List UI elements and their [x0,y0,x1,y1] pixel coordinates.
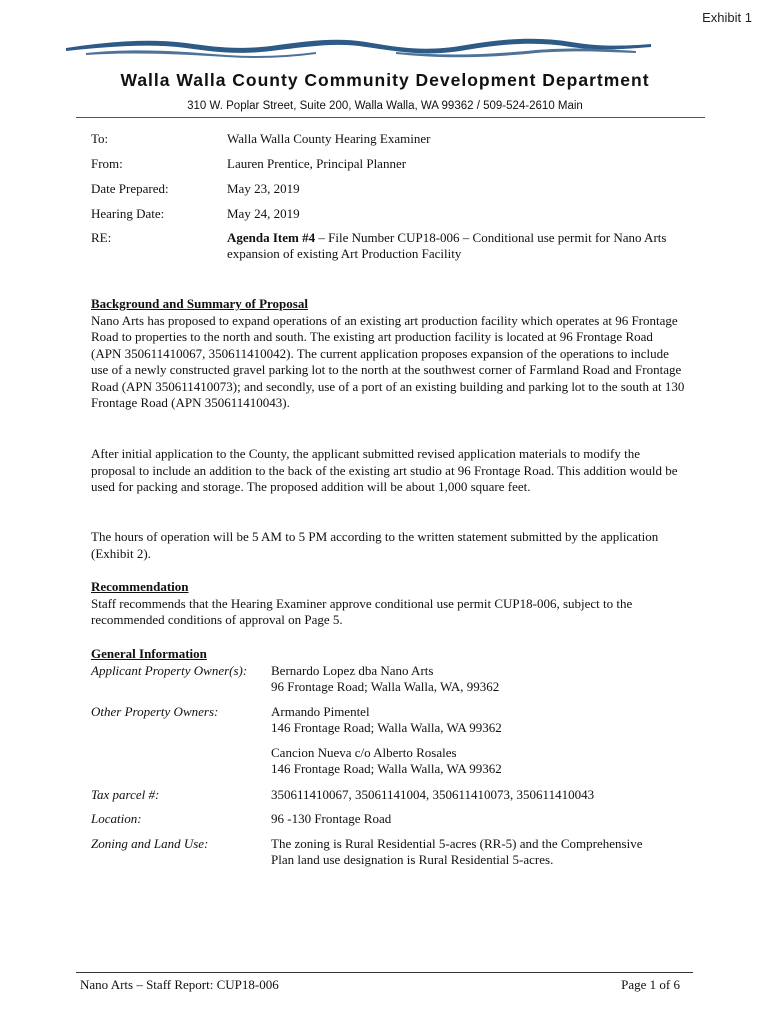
owner-name: Bernardo Lopez dba Nano Arts [271,663,434,678]
to-value: Walla Walla County Hearing Examiner [227,131,431,146]
other-owners-label: Other Property Owners: [91,704,219,719]
other-owner-2 [271,745,666,777]
hearing-date-label: Hearing Date: [91,206,165,221]
date-prepared-value: May 23, 2019 [227,181,300,196]
other-owner-1 [271,704,666,736]
footer-page-number: Page 1 of 6 [621,977,680,992]
recommendation-heading: Recommendation [91,579,189,594]
from-value: Lauren Prentice, Principal Planner [227,156,407,171]
footer-divider [76,972,693,973]
location-value: 96 -130 Frontage Road [271,811,392,826]
background-paragraph-1: Nano Arts has proposed to expand operations of an existing art production facility which operates at 96 Frontage Road to properties to the north and south. The existing art production facility is located at 96 Frontage Road (APN 350611410067, 350611410042). The current application proposes expansion of the operations to include use of a newly constructed gravel parking lot to the north at the southwest corner of Farmland Road and Frontage Road (APN 350611410073); and secondly, use of a port of an existing building and parking lot to the south at 130 Frontage Road (APN 350611410043). [91,312,685,410]
re-text: – File Number CUP18-006 – Conditional use permit for Nano Arts expansion of existing Art Production Facility [227,230,667,261]
date-prepared-label: Date Prepared: [91,181,169,196]
re-label: RE: [91,230,112,245]
letterhead-wave-graphic [66,30,651,64]
to-label: To: [91,131,109,146]
owner-label: Applicant Property Owner(s): [91,663,248,678]
zoning-value: The zoning is Rural Residential 5-acres (RR-5) and the Comprehensive Plan land use designation is Rural Residential 5-acres. [271,836,643,867]
header-divider [76,117,705,118]
location-label: Location: [91,811,142,826]
recommendation-section [91,579,686,629]
hearing-date-value: May 24, 2019 [227,206,300,221]
tax-parcel-value: 350611410067, 35061141004, 350611410073, 350611410043 [271,787,595,802]
owner-value [271,663,666,695]
re-value [227,230,667,262]
tax-parcel-label: Tax parcel #: [91,787,160,802]
footer-report-title: Nano Arts – Staff Report: CUP18-006 [80,977,279,992]
exhibit-label: Exhibit 1 [702,10,752,25]
other-owner-2-address: 146 Frontage Road; Walla Walla, WA 99362 [271,761,502,776]
other-owner-1-name: Armando Pimentel [271,704,370,719]
agenda-item: Agenda Item #4 [227,230,316,245]
recommendation-text: Staff recommends that the Hearing Examiner approve conditional use permit CUP18-006, subject to the recommended conditions of approval on Page 5. [91,595,633,627]
other-owner-2-name: Cancion Nueva c/o Alberto Rosales [271,745,457,760]
background-section [91,296,686,412]
general-info-heading: General Information [91,646,207,661]
other-owner-1-address: 146 Frontage Road; Walla Walla, WA 99362 [271,720,502,735]
from-label: From: [91,156,123,171]
owner-address: 96 Frontage Road; Walla Walla, WA, 99362 [271,679,500,694]
department-address: 310 W. Poplar Street, Suite 200, Walla Walla, WA 99362 / 509-524-2610 Main [187,100,583,112]
zoning-label: Zoning and Land Use: [91,836,209,851]
department-title: Walla Walla County Community Development Department [120,70,650,90]
background-paragraph-3: The hours of operation will be 5 AM to 5 PM according to the written statement submitted by the application (Exhibit 2). [91,529,659,561]
background-heading: Background and Summary of Proposal [91,296,308,311]
background-paragraph-2: After initial application to the County, the applicant submitted revised application materials to modify the proposal to include an addition to the back of the existing art studio at 96 Frontage Road. This addition would be used for packing and storage. The proposed addition will be about 1,000 square feet. [91,446,678,494]
